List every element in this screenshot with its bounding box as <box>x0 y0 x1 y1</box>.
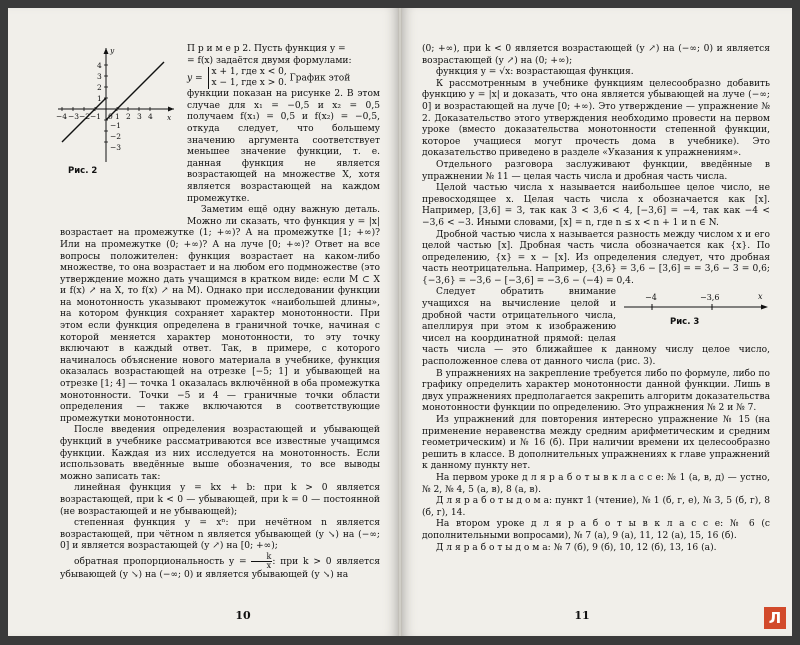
paragraph-after-definition: После введения определения возрастающей и убывающей функций в учебнике рассматриваются все известные учащимся функции. Каждая из них исследуется на монотонность. Если использовать введённые выше обозначения, то все выводы можно записать так: <box>60 425 380 482</box>
left-page <box>8 8 398 636</box>
paragraph-example-2-body: функции показан на рисунке 2. В этом случае для x₁ = −0,5 и x₂ = 0,5 получаем f(x₁) = 0,5 и f(x₂) = −0,5, откуда следует, что большему значению аргумента соответствует меньшее значение функции, т. е. данная функция не является возрастающей на множестве X, хотя является возрастающей на каждом промежутке. <box>187 89 380 204</box>
y-tick-label: 1 <box>97 94 102 103</box>
x-tick-label: 2 <box>126 112 131 121</box>
x-tick-label: 3 <box>137 112 142 121</box>
x-tick-label: −3 <box>68 112 80 121</box>
lesson-1-classwork: На первом уроке д л я р а б о т ы в к л а с с е: № 1 (а, в, д) — устно, № 2, № 4, 5 (а, в), 8 (а, в). <box>422 472 770 495</box>
paragraph-sqrt-function: функция y = √x: возрастающая функция. <box>436 67 634 78</box>
y-tick-label: 3 <box>97 72 102 81</box>
figure-2 <box>54 44 179 222</box>
paragraph-integer-part-definition: Целой частью числа x называется наибольшее целое число, не превосходящее x. Целая часть числа x обозначается как [x]. Например, [3,6] = 3, так как 3 < 3,6 < 4, [−3,6] = −4, так как −4 < −3,6 < −3. Иными словами, [x] = n, где n ≤ x < n + 1 и n ∈ N. <box>422 183 770 228</box>
x-axis-arrow <box>168 107 174 112</box>
y-axis-label: y <box>110 46 115 55</box>
case-2: x − 1, где x > 0. <box>211 78 287 89</box>
example-2-line-1: П р и м е р 2. Пусть функция y = <box>187 44 346 54</box>
paragraph-fractional-part-definition: Дробной частью числа x называется разность между числом x и его целой частью [x]. Дробная часть числа обозначается как {x}. По определению, {x} = x − [x]. Из определения следует, что дробная часть неотрицательна. Например, {3,6} = 3,6 − [3,6] = = 3,6 − 3 = 0,6; {−3,6} = −3,6 − [−3,6] = −3,6 − (−4) = 0,4. <box>422 229 770 286</box>
tick-label-minus-3-6: −3,6 <box>700 293 720 303</box>
x-axis-label: x <box>167 113 172 122</box>
paragraph-inverse-continued: (0; +∞), при k < 0 является возрастающей (y ↗) на (−∞; 0) и является возрастающей (y ↗) на (0; +∞); <box>422 44 770 66</box>
piecewise-cases <box>208 67 287 89</box>
paragraph-reinforcement-exercises: В упражнениях на закрепление требуется либо по формуле, либо по графику определить характер монотонности данной функции. Лишь в двух упражнениях предполагается закрепить алгоритм доказательства монотонности функции по определению. Это упражнения № 2 и № 7. <box>422 368 770 414</box>
x-tick-label: 0 <box>108 112 113 121</box>
piecewise-formula: y = x + 1, где x < 0, x − 1, где x > 0. График этой <box>187 67 351 89</box>
figure-3-caption: Рис. 3 <box>670 317 700 328</box>
y-tick-label: −2 <box>110 132 122 141</box>
example-2-line-2: = f(x) задаётся двумя формулами: <box>187 55 352 66</box>
lesson-2-classwork: На втором уроке д л я р а б о т ы в к л а с с е: № 6 (с дополнительными вопросами), № 7 (а), 9 (а), 11, 12 (а), 15, 16 (б). <box>422 519 770 541</box>
fraction-k-over-x <box>251 553 272 570</box>
right-page <box>402 8 792 636</box>
y-tick-label: 2 <box>97 83 102 92</box>
watermark-logo: Л <box>764 607 786 629</box>
y-axis-arrow <box>104 48 109 54</box>
page-number-left: 10 <box>235 609 251 622</box>
fraction-denominator: x <box>266 560 272 570</box>
y-tick-label: 4 <box>97 61 102 70</box>
y-tick-label: −1 <box>110 121 122 130</box>
x-tick-label: −4 <box>56 112 68 121</box>
x-tick-label: −2 <box>79 112 91 121</box>
graph-of-this-text: График этой <box>289 73 351 84</box>
paragraph-abs-function: К рассмотренным в учебнике функциям целесообразно добавить функцию y = |x| и доказать, что она является убывающей на луче (−∞; 0] и возрастающей на луче [0; +∞). Это утверждение — упражнение № 2. Доказательство этого утверждения необходимо провести на первом уроке (вместо доказательства монотонности степенной функции, которое учащиеся могут прочесть дома в учебнике). Это доказательство приведено в разделе «Указания к упражнениям». <box>422 78 770 159</box>
paragraph-inverse-proportion <box>60 553 380 582</box>
number-line-x-label: x <box>758 292 763 302</box>
number-line-arrow <box>761 305 768 310</box>
y-tick-label: −3 <box>110 143 122 152</box>
paragraph-negative-number-note: Следует обратить внимание учащихся на вычисление целой и дробной части отрицательного числа, апеллируя при этом к изображению чисел на координатной прямой: целая часть числа — это ближайшее к данному числу целое число, расположенное слева от данного числа (рис. 3). <box>422 287 770 368</box>
lesson-1-homework: Д л я р а б о т ы д о м а: пункт 1 (чтение), № 1 (б, г, е), № 3, 5 (б, г), 8 (б, г), 14. <box>422 496 770 518</box>
lesson-2-homework: Д л я р а б о т ы д о м а: № 7 (б), 9 (б), 10, 12 (б), 13, 16 (а). <box>436 542 717 553</box>
page-number-right: 11 <box>574 609 590 622</box>
figure-2-graph <box>54 44 179 166</box>
figure-3-number-line <box>622 287 770 317</box>
paragraph-power-function: степенная функция y = xⁿ: при нечётном n является возрастающей, при чётном n является убывающей (y ↘) на (−∞; 0] и является возрастающей (y ↗) на [0; +∞); <box>60 518 380 552</box>
paragraph-review-exercises: Из упражнений для повторения интересно упражнение № 15 (на применение неравенства между средним арифметическим и средним геометрическим) и № 16 (б). При наличии времени их целесообразно решить в классе. В дополнительных упражнениях к главе упражнений к данному пункту нет. <box>422 415 770 472</box>
x-tick-label: 1 <box>115 112 120 121</box>
paragraph-linear-function: линейная функция y = kx + b: при k > 0 является возрастающей, при k < 0 — убывающей, при k = 0 — постоянной (не возрастающей и не убывающей); <box>60 483 380 517</box>
figure-2-caption: Рис. 2 <box>68 166 98 176</box>
x-tick-label: 4 <box>148 112 153 121</box>
paragraph-important-detail: Заметим ещё одну важную деталь. Можно ли сказать, что функция y = |x| возрастает на промежутке (1; +∞)? А на промежутке [1; +∞)? Или на промежутке (0; +∞)? А на луче [0; +∞)? Ответ на все вопросы положителен: функция возрастает на каком-либо множестве, то она возрастает и на любом его подмножестве (это утверждение можно дать учащимся в кратком виде: если M ⊂ X и f(x) ↗ на X, то f(x) ↗ на M). Однако при исследовании функции на монотонность указывают промежуток «наибольшей длины», на котором функция сохраняет характер монотонности. При этом если функция определена в граничной точке, начиная с которой меняется характер монотонности, то эту точку включают в каждый ответ. Так, в примере, с которого начиналось объяснение нового материала в учебнике, функция оказалась возрастающей на отрезке [−5; 1] и убывающей на отрезке [1; 4] — точка 1 оказалась включённой в оба промежутка монотонности. Точки −5 и 4 — граничные точки области определения — также включаются в соответствующие промежутки монотонности. <box>60 205 380 424</box>
fraction-numerator: k <box>251 553 272 562</box>
x-tick-label: −1 <box>90 112 102 121</box>
case-1: x + 1, где x < 0, <box>211 67 287 78</box>
inverse-prop-text-a: обратная пропорциональность y = <box>74 556 247 567</box>
paragraph-floor-fraction-intro: Отдельного разговора заслуживают функции, введённые в упражнении № 11 — целая часть числа и дробная часть числа. <box>422 159 770 182</box>
inverse-prop-text-b: : при k > 0 является убывающей (y ↘) на (−∞; 0) и является убывающей (y ↘) на <box>60 556 380 580</box>
tick-label-minus-4: −4 <box>645 293 657 303</box>
figure-3 <box>622 287 770 335</box>
